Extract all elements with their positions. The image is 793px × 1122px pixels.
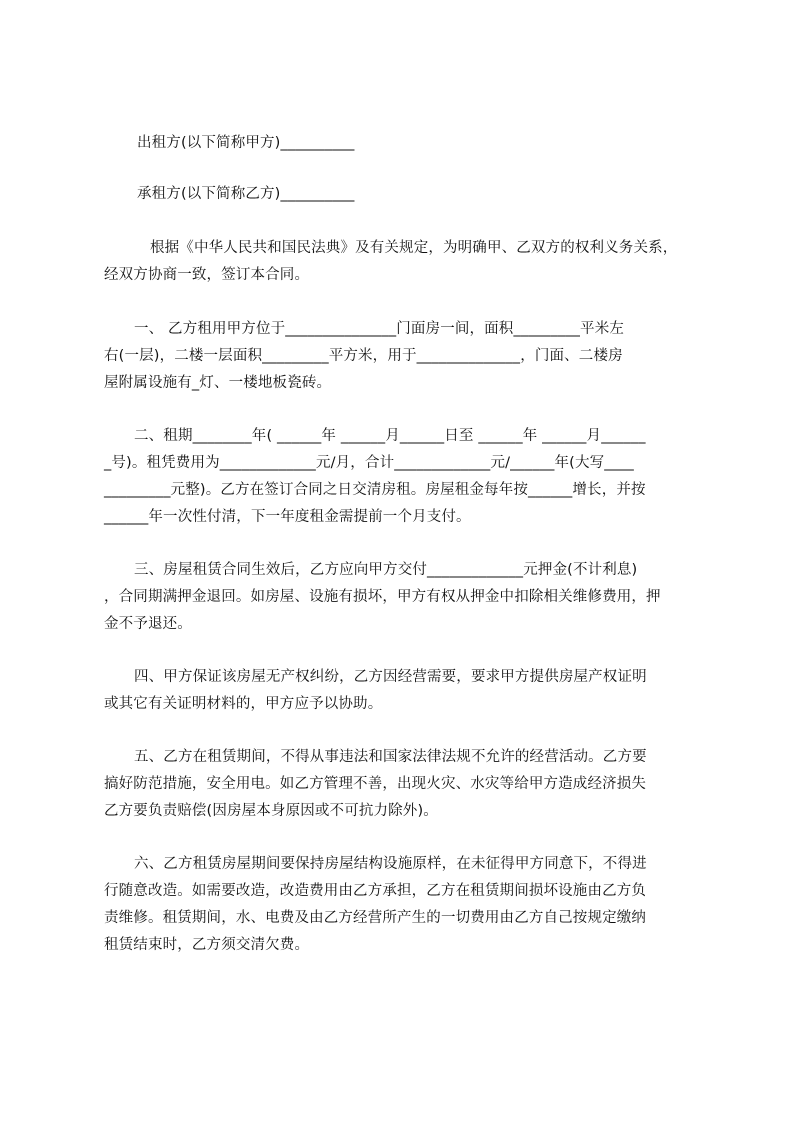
clause-1-line-2: 右(一层)，二楼一层面积_________平方米，用于______________，门面、二楼房 [104,348,623,364]
clause-5-line-3: 乙方要负责赔偿(因房屋本身原因或不可抗力除外)。 [104,803,438,819]
clause-6-line-4: 租赁结束时，乙方须交清欠费。 [104,937,310,953]
clause-2-line-3: _________元整)。乙方在签订合同之日交清房租。房屋租金每年按______增长，并按 [104,482,646,498]
clause-1-line-3: 屋附属设施有_灯、一楼地板瓷砖。 [104,375,332,391]
clause-5-line-2: 搞好防范措施，安全用电。如乙方管理不善，出现火灾、水灾等给甲方造成经济损失 [104,776,647,792]
clause-3-line-2: ，合同期满押金退回。如房屋、设施有损坏，甲方有权从押金中扣除相关维修费用，押 [104,589,661,605]
intro-line-2: 经双方协商一致，签订本合同。 [104,267,310,283]
clause-6-line-2: 行随意改造。如需要改造，改造费用由乙方承担，乙方在租赁期间损坏设施由乙方负 [104,883,647,899]
clause-2-line-2: _号)。租凭费用为_____________元/月，合计_____________元/______年(大写____ [104,455,634,471]
clause-1-line-1: 一、 乙方租用甲方位于_______________门面房一间，面积_________平米左 [134,321,625,337]
lessee-line: 承租方(以下简称乙方)__________ [137,186,355,202]
clause-2-line-4: ______年一次性付清，下一年度租金需提前一个月支付。 [104,509,471,525]
intro-line-1: 根据《中华人民共和国民法典》及有关规定，为明确甲、乙双方的权利义务关系， [150,240,678,256]
clause-6-line-1: 六、乙方租赁房屋期间要保持房屋结构设施原样，在未征得甲方同意下，不得进 [134,856,647,872]
clause-3-line-3: 金不予退还。 [104,616,192,632]
clause-4-line-2: 或其它有关证明材料的，甲方应予以协助。 [104,696,383,712]
clause-2-line-1: 二、租期________年( ______年 ______月______日至 ______年 ______月______ [134,428,646,444]
clause-3-line-1: 三、房屋租赁合同生效后，乙方应向甲方交付_____________元押金(不计利息) [134,562,638,578]
clause-5-line-1: 五、乙方在租赁期间，不得从事违法和国家法律法规不允许的经营活动。乙方要 [134,749,647,765]
clause-4-line-1: 四、甲方保证该房屋无产权纠纷，乙方因经营需要，要求甲方提供房屋产权证明 [134,669,647,685]
lessor-line: 出租方(以下简称甲方)__________ [137,135,355,151]
clause-6-line-3: 责维修。租赁期间，水、电费及由乙方经营所产生的一切费用由乙方自己按规定缴纳 [104,910,647,926]
